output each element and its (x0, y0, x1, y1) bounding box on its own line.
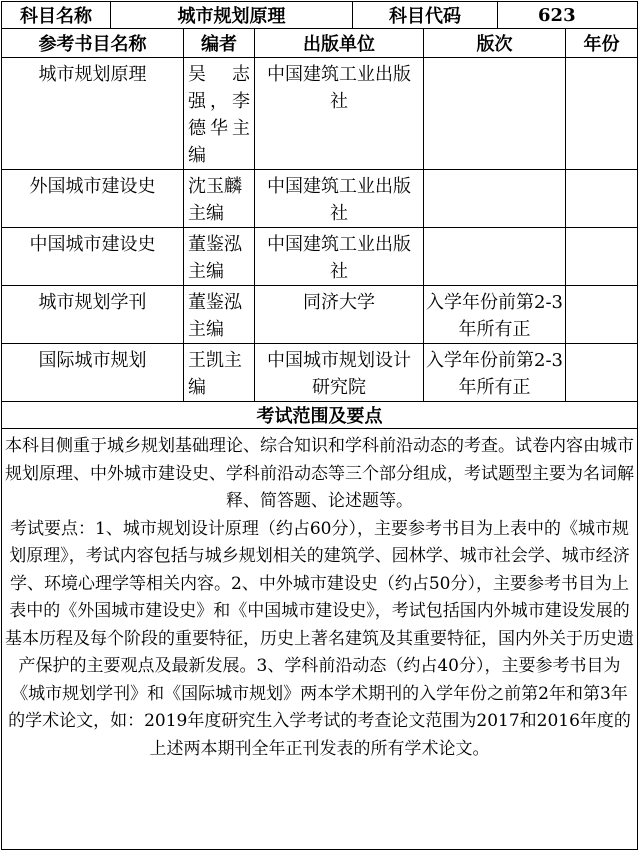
syllabus-table (1, 1, 638, 850)
book-row (2, 344, 638, 402)
column-year: 年份 (566, 29, 638, 58)
book-row (2, 58, 638, 170)
book-name: 城市规划学刊 (2, 286, 184, 344)
book-edition (424, 58, 566, 170)
column-book-name: 参考书目名称 (2, 29, 184, 58)
book-author: 吴 志强，李德华主编 (184, 58, 255, 170)
subject-header-row (2, 2, 638, 29)
book-edition (424, 170, 566, 228)
book-publisher: 中国建筑工业出版社 (255, 228, 424, 286)
book-author: 董鉴泓主编 (184, 228, 255, 286)
book-publisher: 中国城市规划设计研究院 (255, 344, 424, 402)
book-year (566, 170, 638, 228)
book-year (566, 344, 638, 402)
scope-title: 考试范围及要点 (2, 402, 638, 429)
book-row (2, 228, 638, 286)
book-publisher: 中国建筑工业出版社 (255, 170, 424, 228)
scope-paragraph-key-points: 考试要点：1、城市规划设计原理（约占60分），主要参考书目为上表中的《城市规划原理》，考试内容包括与城乡规划相关的建筑学、园林学、城市社会学、城市经济学、环境心理学等相关内容。2、中外城市建设史（约占50分），主要参考书目为上表中的《外国城市建设史》和《中国城市建设史》，考试包括国内外城市建设发展的基本历程及每个阶段的重要特征，历史上著名建筑及其重要特征，国内外关于历史遗产保护的主要观点及最新发展。3、学科前沿动态（约占40分），主要参考书目为《城市规划学刊》和《国际城市规划》两本学术期刊的入学年份之前第2年和第3年的学术论文，如：2019年度研究生入学考试的考查论文范围为2017和2016年度的上述两本期刊全年正刊发表的所有学术论文。 (5, 518, 635, 759)
book-year (566, 286, 638, 344)
column-author: 编者 (184, 29, 255, 58)
column-header-row (2, 29, 638, 58)
book-author: 沈玉麟主编 (184, 170, 255, 228)
book-edition (424, 228, 566, 286)
book-author: 董鉴泓主编 (184, 286, 255, 344)
book-name: 城市规划原理 (2, 58, 184, 170)
book-name: 中国城市建设史 (2, 228, 184, 286)
book-edition: 入学年份前第2-3年所有正 (424, 344, 566, 402)
book-edition: 入学年份前第2-3年所有正 (424, 286, 566, 344)
book-publisher: 中国建筑工业出版社 (255, 58, 424, 170)
subject-name-value: 城市规划原理 (111, 2, 353, 29)
book-year (566, 58, 638, 170)
column-publisher: 出版单位 (255, 29, 424, 58)
subject-code-value: 623 (498, 2, 638, 29)
book-name: 国际城市规划 (2, 344, 184, 402)
scope-body (2, 429, 638, 850)
book-publisher: 同济大学 (255, 286, 424, 344)
scope-title-row (2, 402, 638, 429)
column-edition: 版次 (424, 29, 566, 58)
book-row (2, 286, 638, 344)
scope-body-row (2, 429, 638, 850)
subject-code-label: 科目代码 (353, 2, 498, 29)
book-year (566, 228, 638, 286)
book-name: 外国城市建设史 (2, 170, 184, 228)
book-row (2, 170, 638, 228)
scope-paragraph-overview: 本科目侧重于城乡规划基础理论、综合知识和学科前沿动态的考查。试卷内容由城市规划原理、中外城市建设史、学科前沿动态等三个部分组成，考试题型主要为名词解释、简答题、论述题等。 (5, 436, 635, 511)
book-author: 王凯主编 (184, 344, 255, 402)
subject-name-label: 科目名称 (2, 2, 111, 29)
